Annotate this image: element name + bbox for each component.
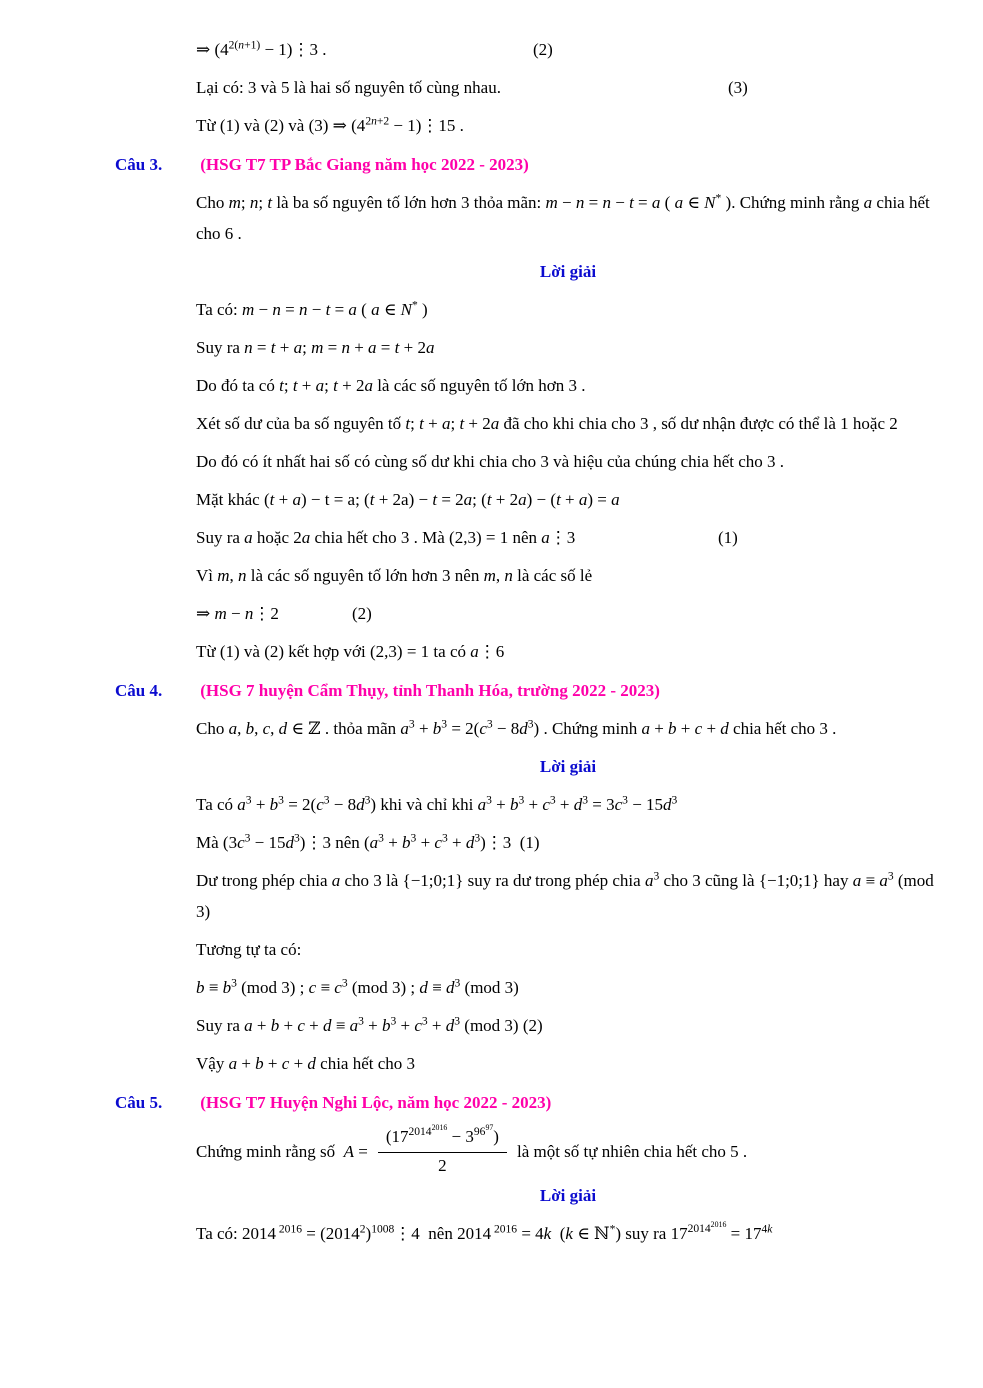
problem-heading: [115, 149, 940, 180]
math-text: ⇒ m − n⋮2: [196, 604, 279, 623]
text-line: [196, 72, 940, 103]
solution-line: [196, 598, 940, 629]
math-text: Mặt khác (t + a) − t = a; (t + 2a) − t = 2a; (t + 2a) − (t + a) = a: [196, 490, 620, 509]
problem-heading: [115, 675, 940, 706]
equation-number: (2): [533, 40, 553, 59]
problem-label: Câu 4.: [115, 681, 163, 700]
math-line: [196, 34, 940, 65]
problem-heading: [115, 1087, 940, 1118]
solution-line: [196, 1218, 940, 1249]
problem-source: (HSG 7 huyện Cẩm Thụy, tỉnh Thanh Hóa, trường 2022 - 2023): [200, 681, 660, 700]
solution-line: [196, 408, 940, 439]
solution-line: [196, 522, 940, 553]
statement-text: là một số tự nhiên chia hết cho 5 .: [516, 1142, 748, 1162]
solution-line: [196, 484, 940, 515]
math-text: $b \equiv b^3$ (mod 3) ; $c \equiv c^3$ (mod 3) ; $d \equiv d^3$ (mod 3): [196, 976, 519, 997]
math-text: Tương tự ta có:: [196, 940, 302, 959]
math-text: Do đó ta có t; t + a; t + 2a là các số nguyên tố lớn hơn 3 .: [196, 376, 586, 395]
solution-line: [196, 1048, 940, 1079]
statement-text: Cho m; n; t là ba số nguyên tố lớn hơn 3 thỏa mãn: m − n = n − t = a ( a ∈ N* ). Chứng minh rằng a chia hết cho 6 .: [196, 191, 930, 243]
math-text: Suy ra $a + b + c + d \equiv a^3 + b^3 + c^3 + d^3$ (mod 3) (2): [196, 1014, 543, 1035]
solution-line: [196, 972, 940, 1003]
math-text: ⇒ ($4^{2(n+1)}$ − 1)⋮3 .: [196, 38, 327, 59]
solution-title: Lời giải: [539, 757, 597, 776]
problem-statement: [196, 713, 940, 744]
math-text: Suy ra n = t + a; m = n + a = t + 2a: [196, 338, 435, 357]
statement-text: Chứng minh rằng số A =: [196, 1142, 368, 1162]
fraction-numerator: $(17^{2014^{2016}} - 3^{96^{97}})$: [378, 1126, 507, 1153]
solution-line: [196, 865, 940, 927]
fraction: [378, 1123, 507, 1178]
solution-title: Lời giải: [539, 1185, 597, 1205]
problem-statement: [196, 187, 940, 249]
equation-number: (3): [728, 78, 748, 97]
solution-line: [196, 827, 940, 858]
problem-source: (HSG T7 Huyện Nghi Lộc, năm học 2022 - 2023): [200, 1093, 552, 1112]
problem-label: Câu 5.: [115, 1093, 163, 1112]
math-text: Từ (1) và (2) và (3) ⇒ ($4^{2n+2}$ − 1)⋮15 .: [196, 114, 464, 135]
solution-title: Lời giải: [539, 262, 597, 281]
solution-line: [196, 332, 940, 363]
solution-line: [196, 370, 940, 401]
solution-line: [196, 1010, 940, 1041]
statement-text: Cho a, b, c, d ∈ ℤ . thỏa mãn $a^3 + b^3 = 2(c^3 - 8d^3)$ . Chứng minh a + b + c + d chia hết cho 3 .: [196, 717, 837, 738]
math-text: Dư trong phép chia a cho 3 là {−1;0;1} suy ra dư trong phép chia $a^3$ cho 3 cũng là {−1;0;1} hay $a \equiv a^3$ (mod 3): [196, 869, 934, 921]
math-text: Vậy a + b + c + d chia hết cho 3: [196, 1054, 416, 1073]
solution-line: [196, 294, 940, 325]
math-text: Xét số dư của ba số nguyên tố t; t + a; t + 2a đã cho khi chia cho 3 , số dư nhận được có thể là 1 hoặc 2: [196, 414, 898, 433]
solution-line: [196, 636, 940, 667]
math-text: Do đó có ít nhất hai số có cùng số dư khi chia cho 3 và hiệu của chúng chia hết cho 3 .: [196, 452, 785, 471]
math-text: Vì m, n là các số nguyên tố lớn hơn 3 nên m, n là các số lẻ: [196, 566, 593, 585]
equation-number: (1): [718, 528, 738, 547]
text: Lại có: 3 và 5 là hai số nguyên tố cùng nhau.: [196, 78, 501, 97]
math-text: Mà ($3c^3$ − $15d^3)⋮3$ nên ($a^3 + b^3 + c^3$ + $d^3)⋮3$ (1): [196, 831, 540, 852]
math-text: Ta có $a^3 + b^3 = 2(c^3 - 8d^3)$ khi và chỉ khi $a^3 + b^3 + c^3 + d^3 = 3c^3 - 15d^3$: [196, 793, 678, 814]
math-text: Ta có: 2014 $^{2016} = (2014^2)^{1008}⋮4$ nên 2014 $^{2016}$ = 4k (k ∈ ℕ*) suy ra $17^{2014^{2016}} = 17^{4k}$: [196, 1220, 773, 1243]
solution-line: [196, 446, 940, 477]
problem-source: (HSG T7 TP Bắc Giang năm học 2022 - 2023): [200, 155, 529, 174]
solution-line: [196, 560, 940, 591]
equation-number: (2): [352, 604, 372, 623]
solution-line: [196, 934, 940, 965]
fraction-denominator: 2: [438, 1155, 447, 1175]
math-text: Từ (1) và (2) kết hợp với (2,3) = 1 ta có a⋮6: [196, 642, 505, 661]
problem-statement: [196, 1123, 940, 1178]
math-text: Ta có: m − n = n − t = a ( a ∈ N* ): [196, 298, 428, 319]
solution-line: [196, 789, 940, 820]
problem-label: Câu 3.: [115, 155, 163, 174]
math-text: Suy ra a hoặc 2a chia hết cho 3 . Mà (2,3) = 1 nên a⋮3: [196, 528, 576, 547]
math-line: [196, 110, 940, 141]
